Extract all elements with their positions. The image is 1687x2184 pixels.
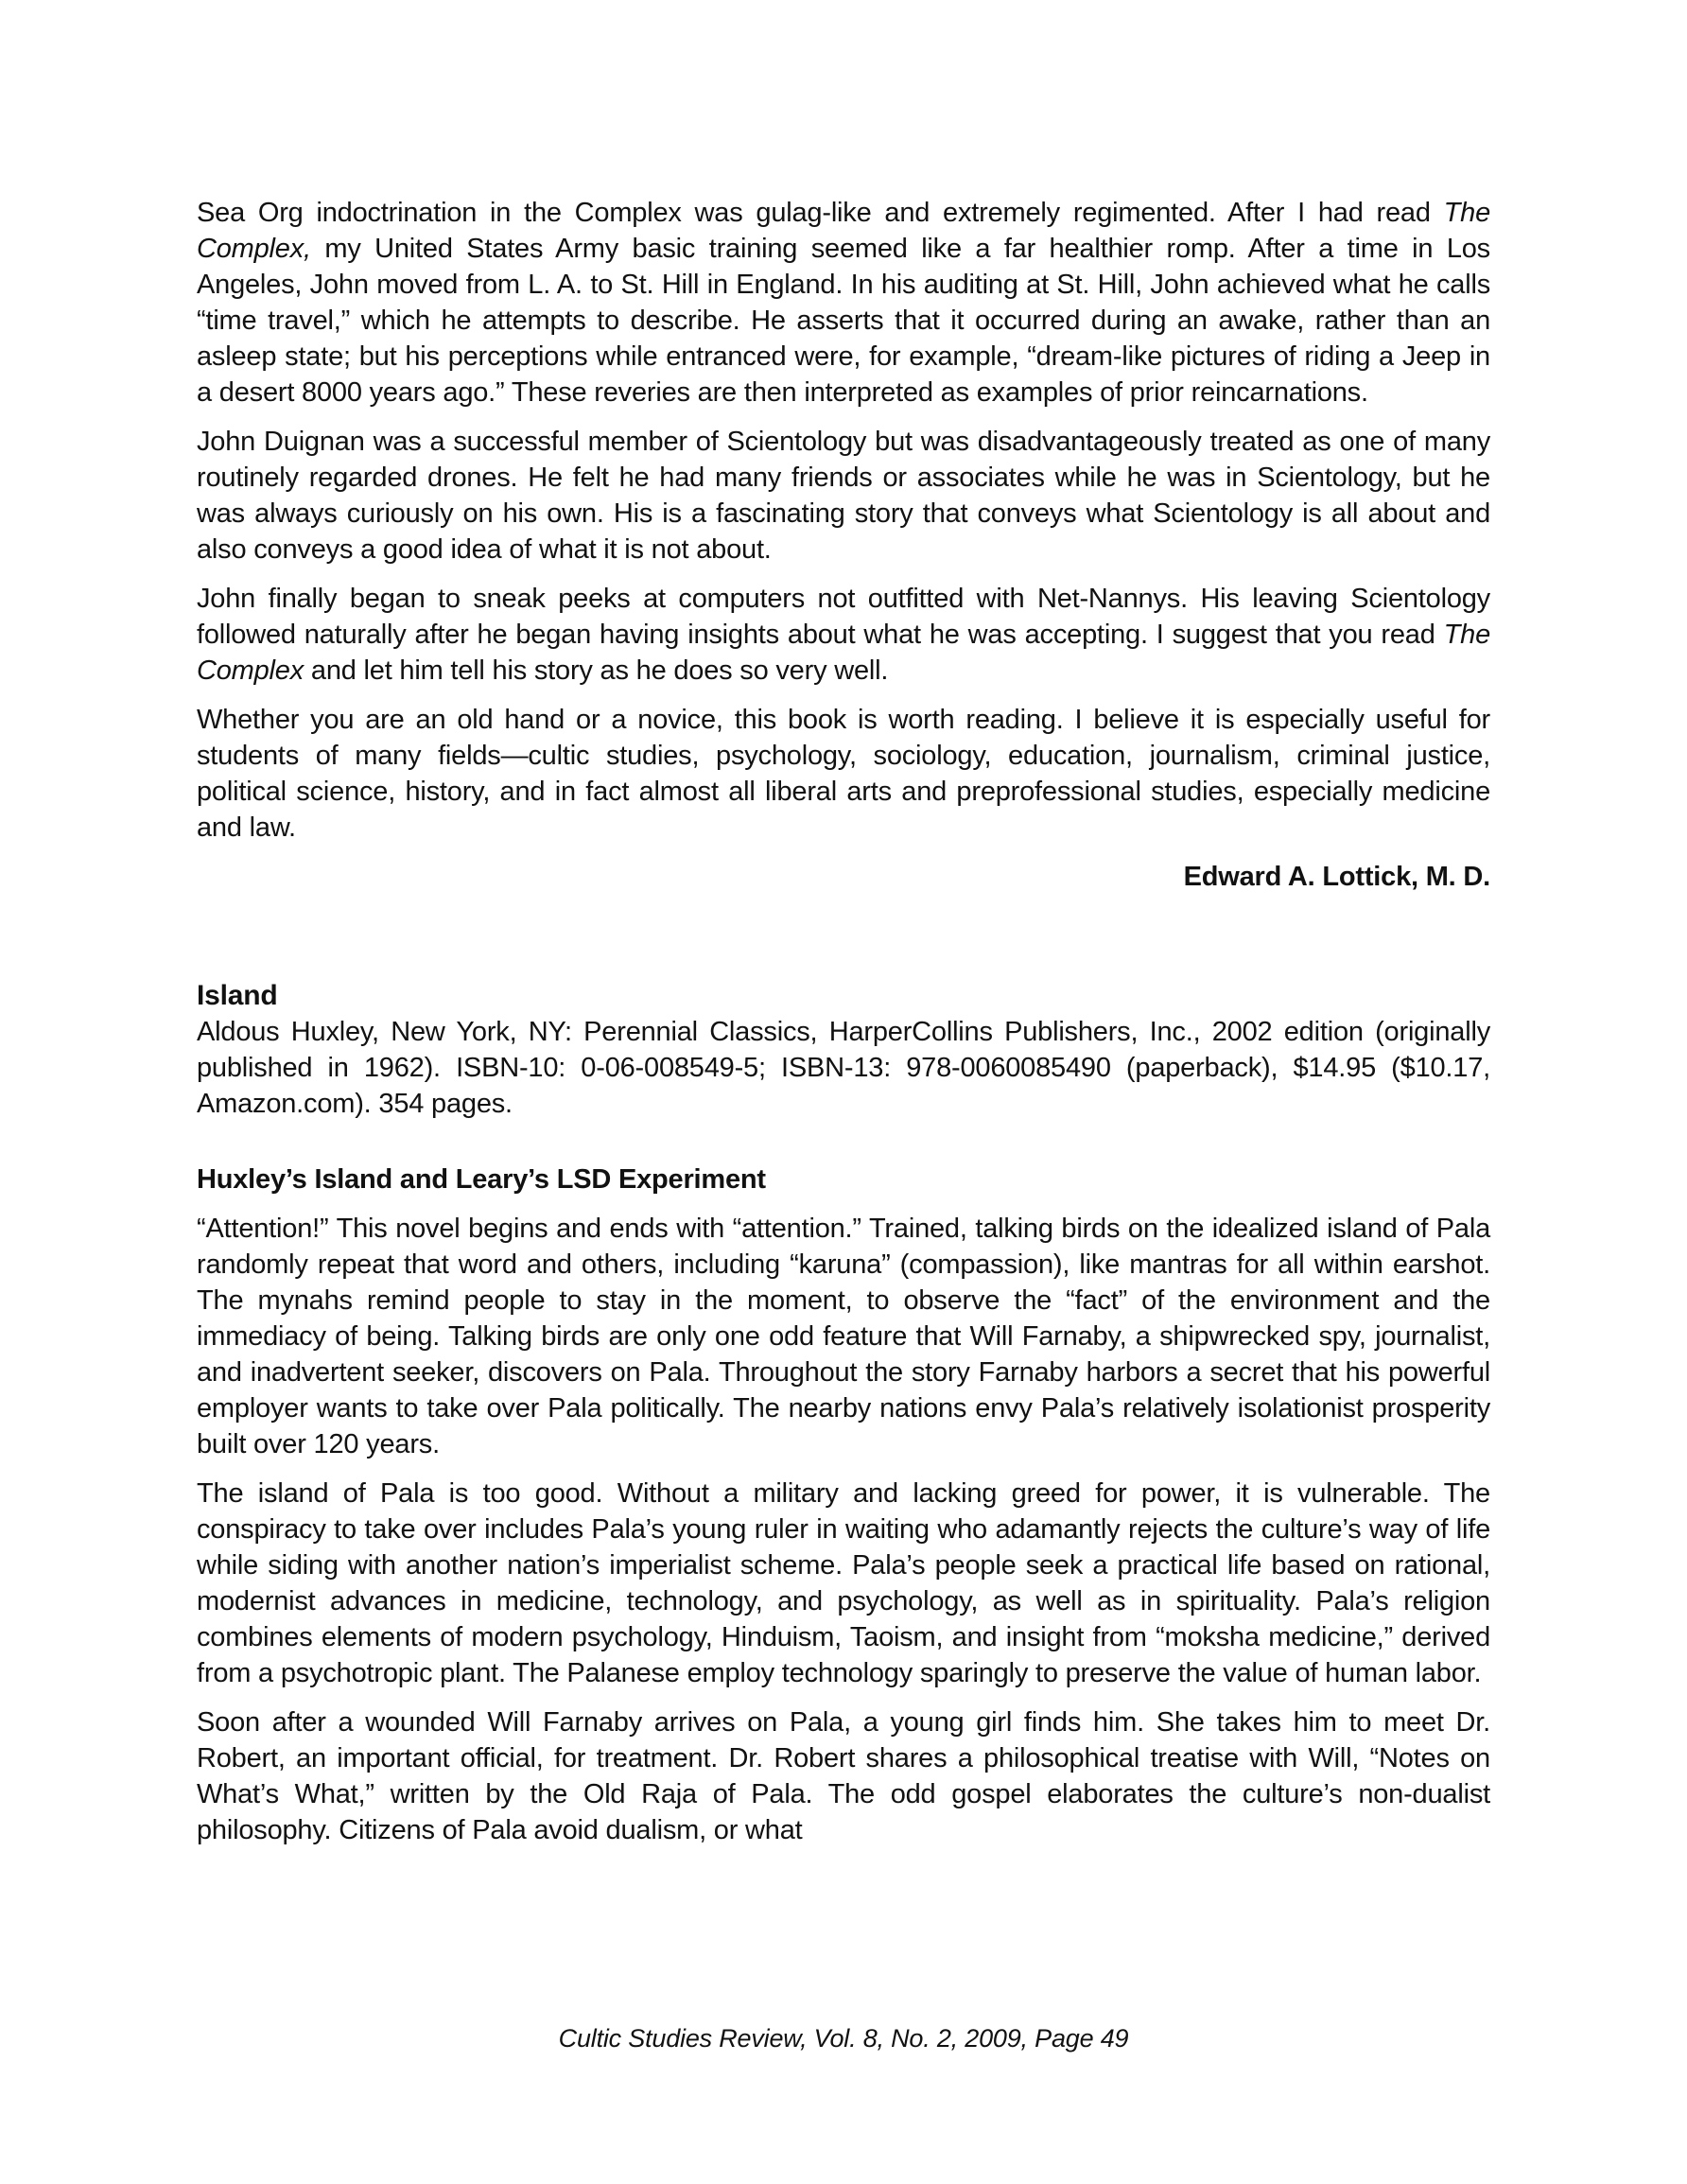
paragraph-attention: “Attention!” This novel begins and ends with “attention.” Trained, talking birds on the idealized island of Pala randomly repeat that word and others, including “karuna” (compassion), like mantras for all within earshot. The mynahs remind people to stay in the moment, to observe the “fact” of the environment and the immediacy of being. Talking birds are only one odd feature that Will Farnaby, a shipwrecked spy, journalist, and inadvertent seeker, discovers on Pala. Throughout the story Farnaby harbors a secret that his powerful employer wants to take over Pala politically. The nearby nations envy Pala’s relatively isolationist prosperity built over 120 years.	[197, 1214, 1490, 1459]
publication-info: Aldous Huxley, New York, NY: Perennial Classics, HarperCollins Publishers, Inc., 2002 edition (originally published in 1962). ISBN-10: 0-06-008549-5; ISBN-13: 978-0060085490 (paperback), $14.95 ($10.17, Amazon.com). 354 pages.	[197, 1017, 1490, 1119]
paragraph-sneak-peeks	[197, 581, 1490, 689]
text-run: John finally began to sneak peeks at computers not outfitted with Net-Nannys. His leaving Scientology followed naturally after he began having insights about what he was accepting. I suggest that you read	[197, 584, 1490, 650]
paragraph-pala-too-good: The island of Pala is too good. Without a military and lacking greed for power, it is vulnerable. The conspiracy to take over includes Pala’s young ruler in waiting who adamantly rejects the culture’s way of life while siding with another nation’s imperialist scheme. Pala’s people seek a practical life based on rational, modernist advances in medicine, technology, and psychology, as well as in spirituality. Pala’s religion combines elements of modern psychology, Hinduism, Taoism, and insight from “moksha medicine,” derived from a psychotropic plant. The Palanese employ technology sparingly to preserve the value of human labor.	[197, 1478, 1490, 1688]
section-heading-huxley-leary: Huxley’s Island and Leary’s LSD Experiment	[197, 1164, 766, 1195]
paragraph-recommendation: Whether you are an old hand or a novice, this book is worth reading. I believe it is especially useful for students of many fields—cultic studies, psychology, sociology, education, journalism, criminal justice, political science, history, and in fact almost all liberal arts and preprofessional studies, especially medicine and law.	[197, 705, 1490, 843]
text-run-italic-book-title: The Complex,	[197, 198, 1490, 264]
reviewer-signature: Edward A. Lottick, M. D.	[1183, 862, 1490, 892]
text-run: my United States Army basic training seemed like a far healthier romp. After a time in Los Angeles, John moved from L. A. to St. Hill in England. In his auditing at St. Hill, John achieved what he calls “time travel,” which he attempts to describe. He asserts that it occurred during an awake, rather than an asleep state; but his perceptions while entranced were, for example, “dream-like pictures of riding a Jeep in a desert 8000 years ago.” These reveries are then interpreted as examples of prior reincarnations.	[197, 234, 1490, 408]
text-run: and let him tell his story as he does so very well.	[304, 655, 889, 686]
paragraph-sea-org-indoctrination	[197, 195, 1490, 411]
book-title-island: Island	[197, 980, 278, 1011]
text-run: Sea Org indoctrination in the Complex was gulag-like and extremely regimented. After I had read	[197, 198, 1444, 228]
paragraph-john-duignan: John Duignan was a successful member of Scientology but was disadvantageously treated as one of many routinely regarded drones. He felt he had many friends or associates while he was in Scientology, but he was always curiously on his own. His is a fascinating story that conveys what Scientology is all about and also conveys a good idea of what it is not about.	[197, 427, 1490, 565]
paragraph-farnaby-arrives: Soon after a wounded Will Farnaby arrives on Pala, a young girl finds him. She takes him to meet Dr. Robert, an important official, for treatment. Dr. Robert shares a philosophical treatise with Will, “Notes on What’s What,” written by the Old Raja of Pala. The odd gospel elaborates the culture’s non-dualist philosophy. Citizens of Pala avoid dualism, or what	[197, 1707, 1490, 1845]
text-run-italic-book-title: The Complex	[197, 620, 1490, 686]
page-content	[197, 195, 1490, 1861]
page-footer: Cultic Studies Review, Vol. 8, No. 2, 2009, Page 49	[558, 2024, 1129, 2053]
